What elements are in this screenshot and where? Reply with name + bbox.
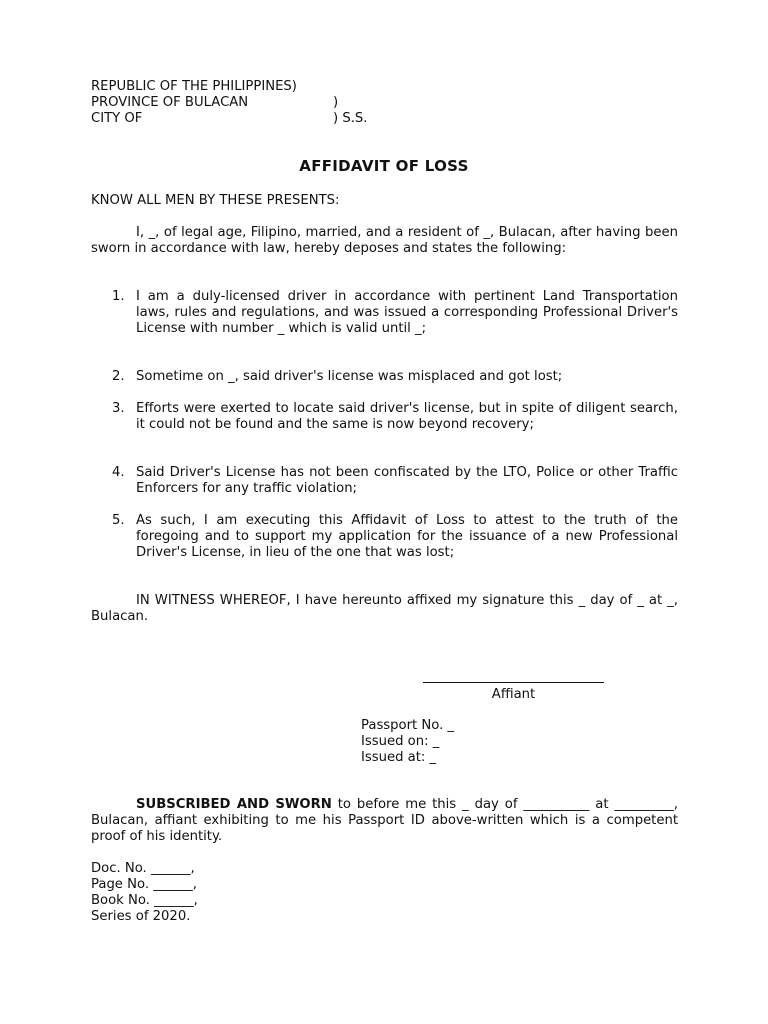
document-title: AFFIDAVIT OF LOSS (299, 157, 469, 175)
list-item-number: 3. (112, 401, 125, 416)
book-number: Book No. ______, (91, 893, 198, 908)
jurat-bold-lead: SUBSCRIBED AND SWORN (136, 797, 332, 812)
list-item-text: I am a duly-licensed driver in accordance with pertinent Land Transportation laws, rules and regulations, and was issued a corresponding Professional Driver's License with number _ which is valid until _; (136, 289, 678, 336)
list-item-number: 1. (112, 289, 125, 304)
doc-number: Doc. No. ______, (91, 861, 195, 876)
list-item-number: 5. (112, 513, 125, 528)
list-item-text: Said Driver's License has not been confiscated by the LTO, Police or other Traffic Enforcers for any traffic violation; (136, 465, 678, 496)
list-item-text: As such, I am executing this Affidavit of Loss to attest to the truth of the foregoing and to support my application for the issuance of a new Professional Driver's License, in lieu of the one that was lost; (136, 513, 678, 560)
salutation: KNOW ALL MEN BY THESE PRESENTS: (91, 193, 340, 208)
series-year: Series of 2020. (91, 909, 191, 924)
passport-issued-at: Issued at: _ (361, 750, 437, 765)
venue-province-paren: ) (333, 95, 339, 110)
affiant-label: Affiant (491, 687, 536, 702)
venue-block (91, 79, 368, 127)
venue-ss: ) S.S. (333, 111, 368, 126)
intro-paragraph: I, _, of legal age, Filipino, married, and a resident of _, Bulacan, after having been sworn in accordance with law, hereby deposes and states the following: (91, 225, 678, 256)
witness-paragraph: IN WITNESS WHEREOF, I have hereunto affixed my signature this _ day of _ at _, Bulacan. (91, 593, 678, 624)
venue-city: CITY OF (91, 111, 143, 126)
list-item-number: 2. (112, 369, 125, 384)
list-item-text: Sometime on _, said driver's license was misplaced and got lost; (136, 369, 563, 384)
venue-republic: REPUBLIC OF THE PHILIPPINES) (91, 79, 297, 94)
venue-province: PROVINCE OF BULACAN (91, 95, 249, 110)
passport-issued-on: Issued on: _ (361, 734, 440, 749)
jurat-text: to before me this _ day of __________ at _________, Bulacan, affiant exhibiting to me his Passport ID above-written which is a competent proof of his identity. (91, 797, 678, 844)
page-number: Page No. ______, (91, 877, 197, 892)
passport-number: Passport No. _ (361, 718, 455, 733)
list-item-number: 4. (112, 465, 125, 480)
jurat-paragraph (91, 797, 678, 845)
signature-line (423, 682, 604, 683)
list-item-text: Efforts were exerted to locate said driver's license, but in spite of diligent search, it could not be found and the same is now beyond recovery; (136, 401, 678, 432)
